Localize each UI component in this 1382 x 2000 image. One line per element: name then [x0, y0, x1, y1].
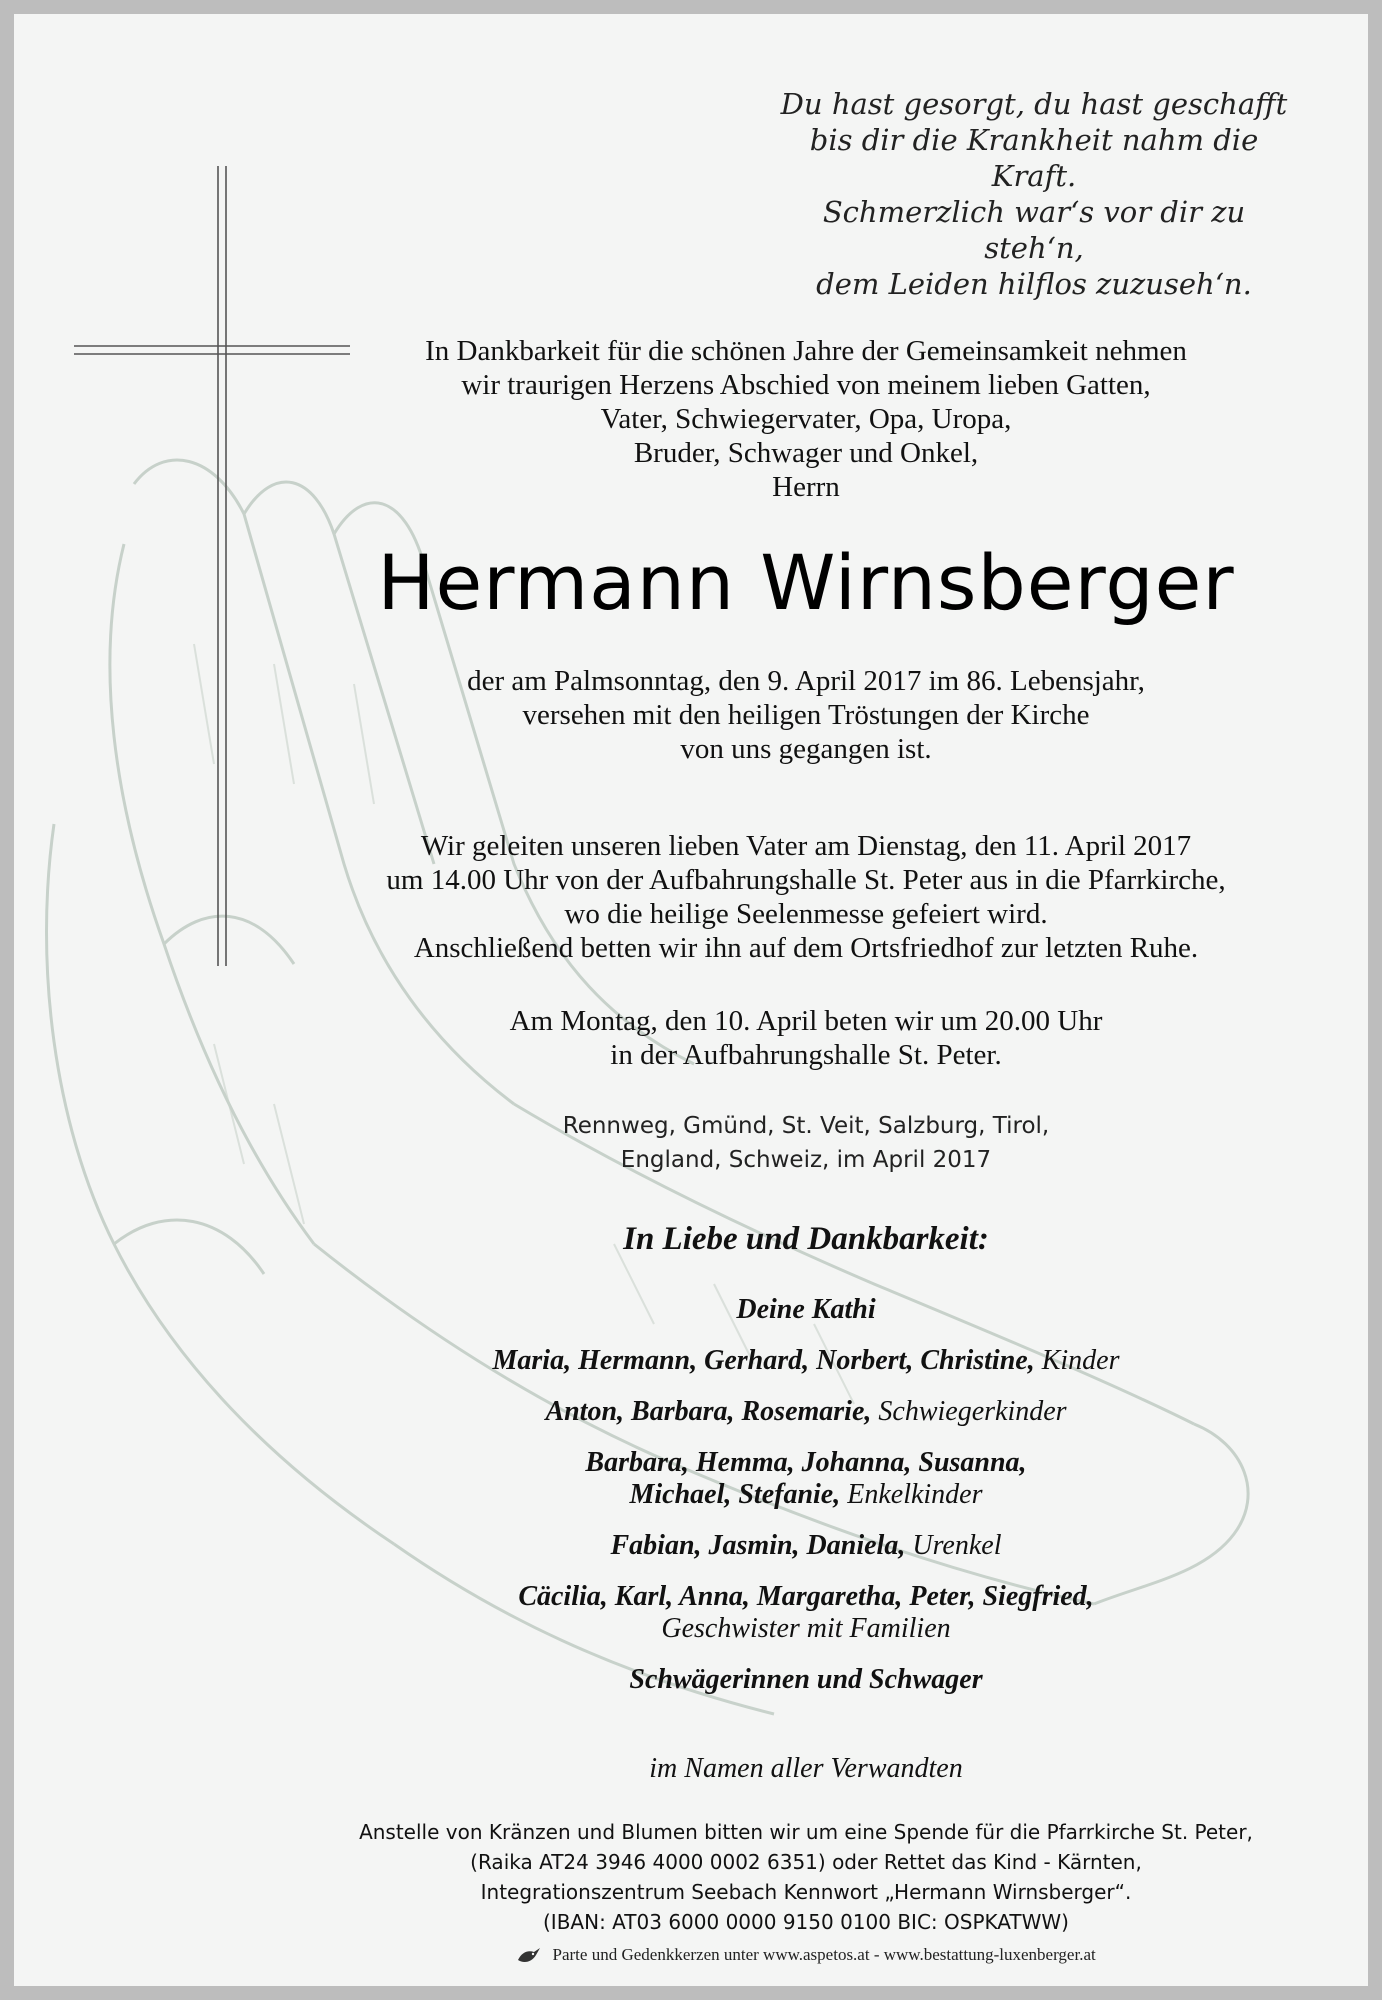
bird-logo-icon	[516, 1946, 542, 1966]
family-group	[244, 1345, 1368, 1377]
places-line: England, Schweiz, im April 2017	[620, 1147, 992, 1173]
children-role: Kinder	[1041, 1345, 1120, 1376]
family-group	[244, 1447, 1368, 1511]
inlaws-names: Anton, Barbara, Rosemarie,	[545, 1396, 872, 1427]
intro-line: In Dankbarkeit für die schönen Jahre der Gemeinsamkeit nehmen	[425, 335, 1187, 367]
sisters-in-law: Schwägerinnen und Schwager	[629, 1664, 983, 1695]
death-text	[14, 664, 1368, 766]
intro-line: Vater, Schwiegervater, Opa, Uropa,	[600, 403, 1012, 435]
footer	[14, 1944, 1368, 1966]
prayer-line: in der Aufbahrungshalle St. Peter.	[610, 1039, 1002, 1071]
donation-line: (Raika AT24 3946 4000 0002 6351) oder Rettet das Kind - Kärnten,	[470, 1850, 1142, 1874]
grandchildren-role: Enkelkinder	[847, 1479, 983, 1510]
grandchildren-names: Michael, Stefanie,	[629, 1479, 841, 1510]
poem-line: Schmerzlich war‘s vor dir zu steh‘n,	[822, 195, 1246, 265]
poem-line: Du hast gesorgt, du hast geschafft	[780, 87, 1288, 121]
death-line: versehen mit den heiligen Tröstungen der Kirche	[522, 699, 1090, 731]
family-group	[244, 1396, 1368, 1428]
prayer-line: Am Montag, den 10. April beten wir um 20.00 Uhr	[509, 1005, 1103, 1037]
places-line: Rennweg, Gmünd, St. Veit, Salzburg, Tirol,	[562, 1113, 1050, 1139]
great-grandchildren-names: Fabian, Jasmin, Daniela,	[610, 1530, 906, 1561]
family-group	[244, 1294, 1368, 1326]
death-line: von uns gegangen ist.	[680, 733, 932, 765]
intro-line: wir traurigen Herzens Abschied von meinem lieben Gatten,	[461, 369, 1151, 401]
funeral-line: um 14.00 Uhr von der Aufbahrungshalle St. Peter aus in die Pfarrkirche,	[386, 864, 1226, 896]
children-names: Maria, Hermann, Gerhard, Norbert, Christine,	[492, 1345, 1035, 1376]
prayer-text	[14, 1004, 1368, 1072]
grandchildren-names: Barbara, Hemma, Johanna, Susanna,	[585, 1447, 1027, 1478]
obituary-notice	[14, 14, 1368, 1986]
funeral-text	[14, 829, 1368, 965]
donation-line: Integrationszentrum Seebach Kennwort „Hermann Wirnsberger“.	[480, 1880, 1132, 1904]
intro-line: Bruder, Schwager und Onkel,	[633, 437, 979, 469]
poem	[774, 86, 1294, 302]
siblings-names: Cäcilia, Karl, Anna, Margaretha, Peter, Siegfried,	[518, 1581, 1094, 1612]
death-line: der am Palmsonntag, den 9. April 2017 im 86. Lebensjahr,	[467, 665, 1145, 697]
intro-line: Herrn	[772, 471, 840, 503]
funeral-line: wo die heilige Seelenmesse gefeiert wird.	[564, 898, 1048, 930]
donation-line: (IBAN: AT03 6000 0000 9150 0100 BIC: OSPKATWW)	[543, 1910, 1069, 1934]
poem-line: dem Leiden hilflos zuzuseh‘n.	[816, 267, 1252, 301]
family-group	[244, 1530, 1368, 1562]
funeral-line: Wir geleiten unseren lieben Vater am Dienstag, den 11. April 2017	[420, 830, 1192, 862]
deceased-name: Hermann Wirnsberger	[377, 538, 1235, 627]
spouse-name: Deine Kathi	[736, 1294, 876, 1325]
donation-line: Anstelle von Kränzen und Blumen bitten wir um eine Spende für die Pfarrkirche St. Peter,	[359, 1820, 1253, 1844]
footer-text: Parte und Gedenkkerzen unter www.aspetos.at - www.bestattung-luxenberger.at	[552, 1945, 1096, 1964]
siblings-role: Geschwister mit Familien	[661, 1613, 951, 1644]
funeral-line: Anschließend betten wir ihn auf dem Ortsfriedhof zur letzten Ruhe.	[413, 932, 1199, 964]
relatives-line: im Namen aller Verwandten	[649, 1753, 963, 1784]
intro-text	[14, 334, 1368, 504]
donation-text	[14, 1817, 1368, 1937]
love-heading: In Liebe und Dankbarkeit:	[623, 1221, 989, 1257]
places-text	[14, 1109, 1368, 1177]
poem-line: bis dir die Krankheit nahm die Kraft.	[809, 123, 1259, 193]
family-list	[14, 1294, 1368, 1715]
great-grandchildren-role: Urenkel	[912, 1530, 1002, 1561]
inlaws-role: Schwiegerkinder	[878, 1396, 1067, 1427]
family-group	[244, 1664, 1368, 1696]
family-group	[244, 1581, 1368, 1645]
